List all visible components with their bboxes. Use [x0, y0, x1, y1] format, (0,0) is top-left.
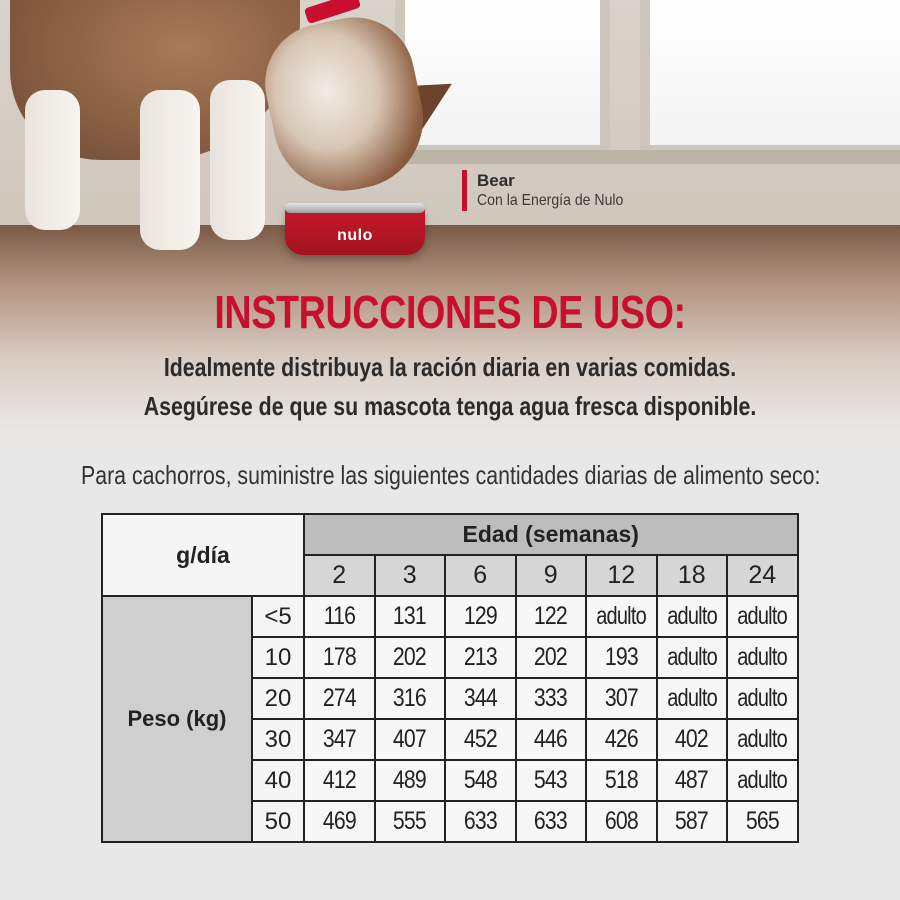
bowl-rim	[285, 203, 425, 213]
value-cell	[727, 678, 798, 719]
value-text: adulto	[737, 725, 788, 753]
value-cell	[516, 678, 587, 719]
value-text: adulto	[737, 766, 788, 794]
value-text: adulto	[666, 643, 717, 671]
dog-leg	[25, 90, 80, 230]
weight-cell: 20	[252, 678, 304, 719]
value-text: adulto	[666, 684, 717, 712]
value-cell	[304, 801, 375, 842]
value-cell	[727, 760, 798, 801]
value-text: 316	[393, 684, 427, 712]
value-cell	[516, 637, 587, 678]
value-text: 426	[604, 725, 638, 753]
value-cell	[727, 596, 798, 637]
value-text: 274	[322, 684, 356, 712]
value-cell	[657, 719, 728, 760]
value-text: adulto	[596, 602, 647, 630]
value-text: 131	[393, 602, 427, 630]
weight-cell: <5	[252, 596, 304, 637]
value-text: 122	[534, 602, 568, 630]
age-cell: 2	[304, 555, 375, 596]
age-cell: 18	[657, 555, 728, 596]
instruction-line: Asegúrese de que su mascota tenga agua fresca disponible.	[143, 391, 757, 421]
weight-cell: 10	[252, 637, 304, 678]
instruction-line: Idealmente distribuya la ración diaria en varias comidas.	[163, 352, 737, 382]
value-text: 412	[322, 766, 356, 794]
value-text: 543	[534, 766, 568, 794]
value-cell	[727, 719, 798, 760]
caption-subtitle: Con la Energía de Nulo	[477, 192, 624, 209]
feeding-table	[101, 513, 799, 843]
value-text: 487	[675, 766, 709, 794]
corner-label: g/día	[102, 514, 304, 596]
value-cell	[586, 637, 657, 678]
value-cell	[516, 596, 587, 637]
value-text: 178	[322, 643, 356, 671]
value-text: adulto	[666, 602, 717, 630]
value-cell	[445, 801, 516, 842]
value-text: 202	[393, 643, 427, 671]
value-cell	[657, 801, 728, 842]
weight-cell: 40	[252, 760, 304, 801]
value-text: 333	[534, 684, 568, 712]
value-cell	[727, 801, 798, 842]
age-cell: 3	[375, 555, 446, 596]
value-cell	[304, 596, 375, 637]
value-cell	[657, 678, 728, 719]
value-text: 129	[463, 602, 497, 630]
value-cell	[516, 719, 587, 760]
value-cell	[375, 678, 446, 719]
value-cell	[586, 596, 657, 637]
value-cell	[657, 637, 728, 678]
value-cell	[586, 801, 657, 842]
table-row	[102, 596, 798, 637]
value-cell	[516, 760, 587, 801]
value-cell	[445, 678, 516, 719]
value-text: 407	[393, 725, 427, 753]
age-cell: 6	[445, 555, 516, 596]
value-text: 555	[393, 807, 427, 835]
value-text: 202	[534, 643, 568, 671]
value-cell	[375, 637, 446, 678]
value-cell	[304, 678, 375, 719]
value-text: 587	[675, 807, 709, 835]
value-cell	[375, 760, 446, 801]
value-cell	[445, 760, 516, 801]
value-text: 452	[463, 725, 497, 753]
value-text: adulto	[737, 684, 788, 712]
weight-cell: 30	[252, 719, 304, 760]
dog-leg	[210, 80, 265, 240]
weight-header: Peso (kg)	[102, 596, 252, 842]
age-header: Edad (semanas)	[304, 514, 798, 555]
table-header-row	[102, 514, 798, 555]
table-intro: Para cachorros, suministre las siguientes cantidades diarias de alimento seco:	[81, 460, 821, 490]
window	[640, 0, 900, 155]
wood-floor	[0, 225, 900, 470]
value-cell	[304, 760, 375, 801]
value-text: 344	[463, 684, 497, 712]
value-cell	[304, 719, 375, 760]
bowl-logo: nulo	[337, 227, 373, 244]
value-cell	[304, 637, 375, 678]
age-cell: 12	[586, 555, 657, 596]
value-cell	[516, 801, 587, 842]
value-text: 347	[322, 725, 356, 753]
caption-name: Bear	[477, 171, 515, 190]
value-text: 489	[393, 766, 427, 794]
dog-leg	[140, 90, 200, 250]
value-text: 213	[463, 643, 497, 671]
window-sill	[380, 150, 900, 164]
value-text: 518	[604, 766, 638, 794]
value-cell	[657, 760, 728, 801]
value-cell	[586, 760, 657, 801]
value-text: 307	[604, 684, 638, 712]
value-text: 608	[604, 807, 638, 835]
value-text: 402	[675, 725, 709, 753]
page-title: INSTRUCCIONES DE USO:	[214, 286, 686, 338]
value-cell	[375, 596, 446, 637]
value-cell	[375, 719, 446, 760]
value-text: adulto	[737, 602, 788, 630]
weight-cell: 50	[252, 801, 304, 842]
value-text: 469	[322, 807, 356, 835]
value-text: 548	[463, 766, 497, 794]
age-cell: 24	[727, 555, 798, 596]
value-cell	[657, 596, 728, 637]
age-cell: 9	[516, 555, 587, 596]
value-text: 633	[534, 807, 568, 835]
value-cell	[586, 719, 657, 760]
value-cell	[586, 678, 657, 719]
value-cell	[445, 637, 516, 678]
value-text: 193	[604, 643, 638, 671]
value-text: adulto	[737, 643, 788, 671]
value-cell	[727, 637, 798, 678]
photo-caption	[462, 170, 643, 211]
value-text: 565	[745, 807, 779, 835]
value-cell	[445, 596, 516, 637]
value-text: 116	[323, 602, 355, 630]
value-text: 633	[463, 807, 497, 835]
value-text: 446	[534, 725, 568, 753]
value-cell	[445, 719, 516, 760]
value-cell	[375, 801, 446, 842]
